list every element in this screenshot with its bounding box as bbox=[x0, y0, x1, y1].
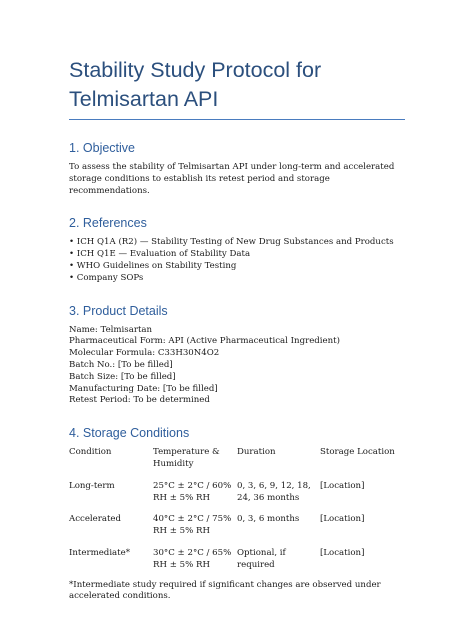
table-cell: 0, 3, 6, 9, 12, 18, 24, 36 months bbox=[237, 480, 311, 503]
objective-heading: 1. Objective bbox=[69, 141, 136, 155]
table-cell: Long-term bbox=[69, 480, 115, 491]
column-header: Storage Location bbox=[320, 447, 395, 458]
product-batch-no: Batch No.: [To be filled] bbox=[69, 359, 173, 370]
references-heading: 2. References bbox=[69, 216, 147, 231]
objective-section bbox=[69, 140, 406, 197]
product-name: Name: Telmisartan bbox=[69, 324, 153, 335]
table-cell: [Location] bbox=[320, 480, 365, 491]
table-cell: [Location] bbox=[320, 514, 365, 525]
list-item: • ICH Q1E — Evaluation of Stability Data bbox=[69, 249, 251, 260]
column-header: Temperature & Humidity bbox=[153, 447, 220, 469]
storage-heading: 4. Storage Conditions bbox=[69, 426, 190, 441]
table-cell: Intermediate* bbox=[69, 547, 131, 558]
list-item: • WHO Guidelines on Stability Testing bbox=[69, 260, 237, 271]
product-formula: Molecular Formula: C33H30N4O2 bbox=[69, 348, 220, 359]
product-form: Pharmaceutical Form: API (Active Pharmaceutical Ingredient) bbox=[69, 336, 340, 347]
objective-text: To assess the stability of Telmisartan API under long-term and accelerated storage conditions to establish its retest period and storage recommendations. bbox=[69, 162, 395, 196]
table-cell: 0, 3, 6 months bbox=[237, 514, 300, 525]
table-header-row bbox=[69, 447, 406, 481]
column-header: Duration bbox=[237, 447, 276, 458]
storage-table bbox=[69, 447, 406, 581]
product-retest-period: Retest Period: To be determined bbox=[69, 395, 210, 406]
table-cell: Optional, if required bbox=[237, 547, 286, 570]
page-title: Stability Study Protocol for Telmisartan API bbox=[69, 58, 322, 111]
table-row bbox=[69, 481, 406, 515]
table-row bbox=[69, 548, 406, 582]
table-cell: 25°C ± 2°C / 60% RH ± 5% RH bbox=[153, 480, 232, 503]
table-cell: [Location] bbox=[320, 547, 365, 558]
references-section bbox=[69, 215, 406, 284]
title-divider bbox=[69, 119, 405, 120]
column-header: Condition bbox=[69, 447, 112, 458]
storage-footnote: *Intermediate study required if significant changes are observed under accelerated conditions. bbox=[69, 579, 381, 602]
table-cell: 40°C ± 2°C / 75% RH ± 5% RH bbox=[153, 514, 232, 537]
product-mfg-date: Manufacturing Date: [To be filled] bbox=[69, 383, 218, 394]
product-heading: 3. Product Details bbox=[69, 303, 168, 318]
table-row bbox=[69, 514, 406, 548]
list-item: • ICH Q1A (R2) — Stability Testing of New Drug Substances and Products bbox=[69, 237, 394, 248]
product-batch-size: Batch Size: [To be filled] bbox=[69, 371, 176, 382]
list-item: • Company SOPs bbox=[69, 272, 144, 283]
table-cell: 30°C ± 2°C / 65% RH ± 5% RH bbox=[153, 547, 232, 570]
table-cell: Accelerated bbox=[69, 514, 122, 525]
product-section bbox=[69, 303, 406, 408]
references-list bbox=[69, 237, 406, 284]
storage-section bbox=[69, 425, 406, 603]
